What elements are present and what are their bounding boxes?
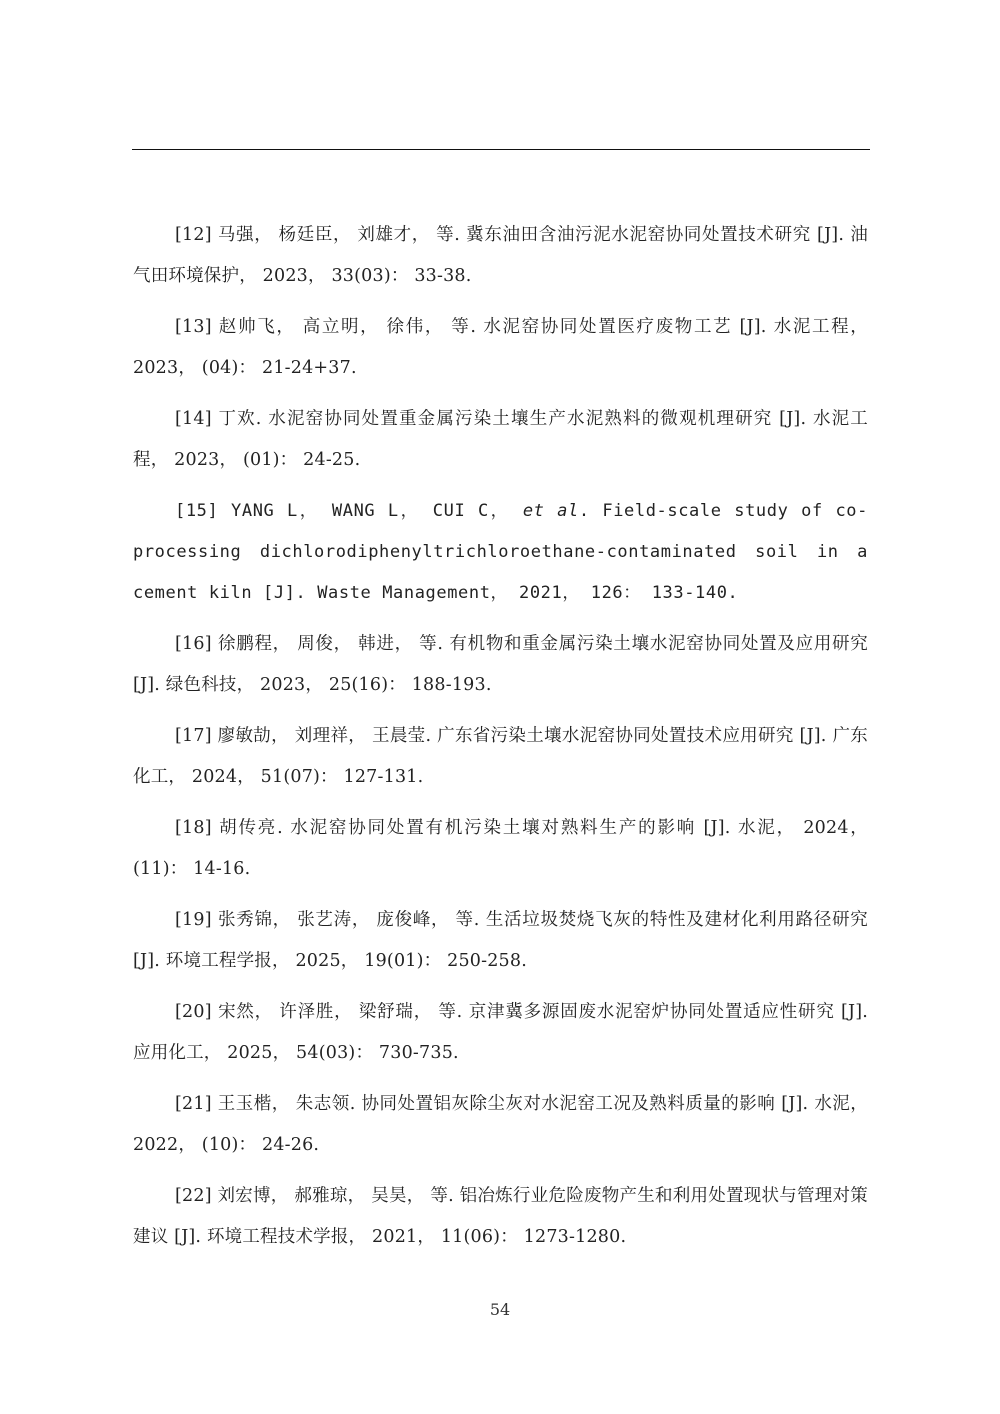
reference-item-16: [16] 徐鹏程， 周俊， 韩进， 等. 有机物和重金属污染土壤水泥窑协同处置及应用研究 [J]. 绿色科技， 2023， 25(16)： 188-193. (133, 634, 868, 695)
reference-15-title: . Field-scale study of co-processing dichlorodiphenyltrichloroethane-contaminated soil in a cement kiln [J]. Waste Management， 2021， 126： 133-140. (133, 501, 868, 603)
reference-15-authors: [15] YANG L， WANG L， CUI C， (175, 501, 523, 521)
reference-15-et-al: et al (522, 501, 579, 521)
reference-item-17: [17] 廖敏劼， 刘理祥， 王晨莹. 广东省污染土壤水泥窑协同处置技术应用研究 [J]. 广东化工， 2024， 51(07)： 127-131. (133, 726, 868, 787)
reference-list (133, 215, 868, 1268)
reference-item-12: [12] 马强， 杨廷臣， 刘雄才， 等. 冀东油田含油污泥水泥窑协同处置技术研究 [J]. 油气田环境保护， 2023， 33(03)： 33-38. (133, 225, 868, 286)
reference-item-22: [22] 刘宏博， 郝雅琼， 吴昊， 等. 铝冶炼行业危险废物产生和利用处置现状与管理对策建议 [J]. 环境工程技术学报， 2021， 11(06)： 1273-1280. (133, 1186, 868, 1247)
page-number: 54 (489, 1300, 511, 1319)
reference-item-14: [14] 丁欢. 水泥窑协同处置重金属污染土壤生产水泥熟料的微观机理研究 [J]. 水泥工程， 2023， (01)： 24-25. (133, 409, 868, 470)
reference-item-15 (133, 491, 868, 614)
reference-item-13: [13] 赵帅飞， 高立明， 徐伟， 等. 水泥窑协同处置医疗废物工艺 [J]. 水泥工程， 2023， (04)： 21-24+37. (133, 317, 868, 378)
reference-item-21: [21] 王玉楷， 朱志领. 协同处置铝灰除尘灰对水泥窑工况及熟料质量的影响 [J]. 水泥， 2022， (10)： 24-26. (133, 1094, 868, 1155)
reference-item-20: [20] 宋然， 许泽胜， 梁舒瑞， 等. 京津冀多源固废水泥窑炉协同处置适应性研究 [J]. 应用化工， 2025， 54(03)： 730-735. (133, 1002, 868, 1063)
header-rule (132, 149, 870, 150)
reference-item-19: [19] 张秀锦， 张艺涛， 庞俊峰， 等. 生活垃圾焚烧飞灰的特性及建材化利用路径研究 [J]. 环境工程学报， 2025， 19(01)： 250-258. (133, 910, 868, 971)
reference-item-18: [18] 胡传亮. 水泥窑协同处置有机污染土壤对熟料生产的影响 [J]. 水泥， 2024， (11)： 14-16. (133, 818, 868, 879)
